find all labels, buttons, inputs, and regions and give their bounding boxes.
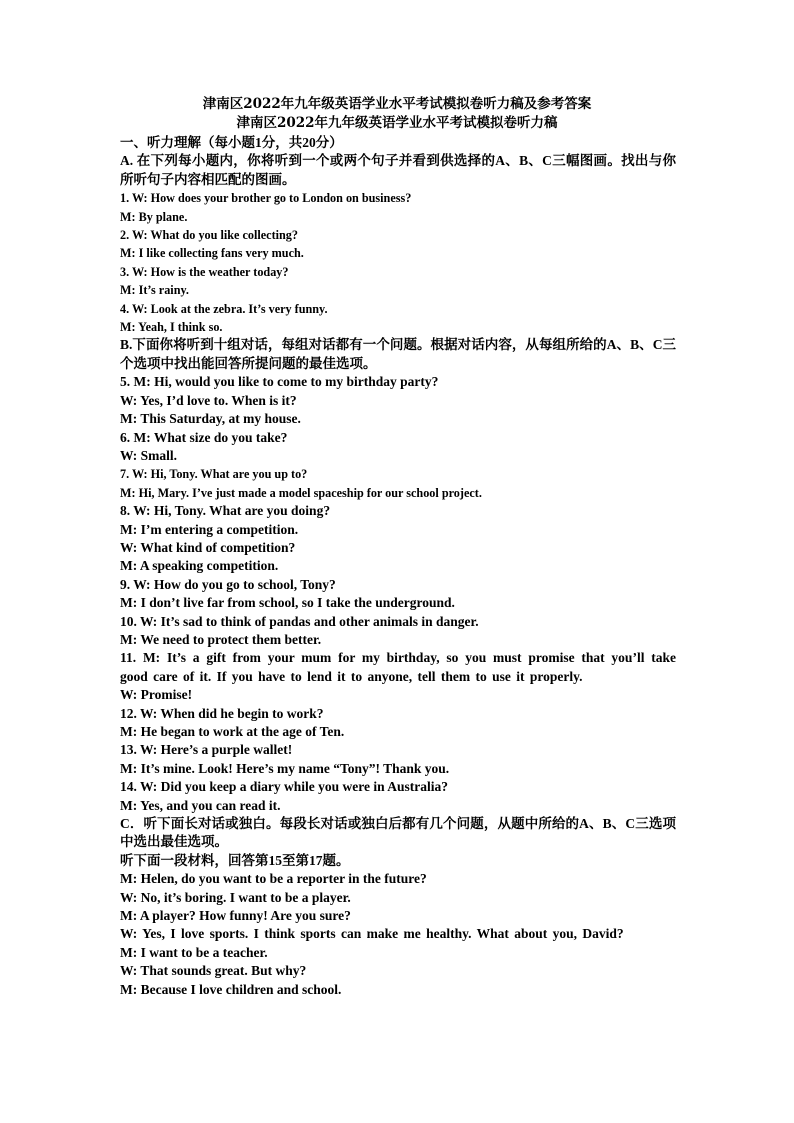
dialogue-line: M: I’m entering a competition. (120, 521, 299, 537)
dialogue-line: 7. W: Hi, Tony. What are you up to? (120, 467, 308, 482)
dialogue-line: 4. W: Look at the zebra. It’s very funny. (120, 301, 328, 316)
dialogue-line: M: Yes, and you can read it. (120, 797, 281, 813)
dialogue-line: M: By plane. (120, 209, 188, 224)
section-heading: 一、听力理解（每小题1分，共20分） (120, 135, 343, 150)
part-c-intro: 听下面一段材料，回答第15至第17题。 (120, 852, 350, 868)
dialogue-line: M: He began to work at the age of Ten. (120, 724, 345, 739)
dialogue-line: M: I like collecting fans very much. (120, 246, 304, 261)
dialogue-line: 10. W: It’s sad to think of pandas and other animals in danger. (120, 613, 479, 629)
part-c-instruction: C．听下面长对话或独白。每段长对话或独白后都有几个问题，从题中所给的A、B、C三选项中选出最佳选项。 (120, 816, 676, 850)
dialogue-line: 8. W: Hi, Tony. What are you doing? (120, 503, 331, 519)
dialogue-line: W: Promise! (120, 687, 193, 703)
dialogue-line: M: I don’t live far from school, so I take the underground. (120, 595, 455, 611)
dialogue-line: 14. W: Did you keep a diary while you were in Australia? (120, 779, 449, 795)
dialogue-line: M: We need to protect them better. (120, 631, 322, 647)
dialogue-line: M: Helen, do you want to be a reporter in the future? (120, 871, 427, 887)
dialogue-line: W: Yes, I’d love to. When is it? (120, 392, 297, 408)
dialogue-line: 3. W: How is the weather today? (120, 264, 289, 279)
dialogue-line: W: Small. (120, 447, 178, 463)
part-b-instruction: B.下面你将听到十组对话，每组对话都有一个问题。根据对话内容，从每组所给的A、B、C三个选项中找出能回答所提问题的最佳选项。 (120, 337, 676, 371)
dialogue-line: 2. W: What do you like collecting? (120, 228, 298, 243)
dialogue-line: M: A player? How funny! Are you sure? (120, 908, 351, 924)
dialogue-line: 12. W: When did he begin to work? (120, 705, 324, 721)
dialogue-line: M: I want to be a teacher. (120, 944, 268, 960)
document-subtitle: 津南区2022年九年级英语学业水平考试模拟卷听力稿 (236, 115, 558, 131)
dialogue-line: W: No, it’s boring. I want to be a player. (120, 889, 351, 905)
dialogue-line: M: Yeah, I think so. (120, 320, 223, 335)
dialogue-line: 5. M: Hi, would you like to come to my birthday party? (120, 374, 439, 390)
transcript-body (120, 134, 676, 999)
dialogue-line: W: Yes, I love sports. I think sports can make me healthy. What about you, David? (120, 926, 624, 942)
dialogue-line: 13. W: Here’s a purple wallet! (120, 742, 293, 758)
dialogue-line: 6. M: What size do you take? (120, 429, 288, 445)
dialogue-line: 11. M: It’s a gift from your mum for my birthday, so you must promise that you’ll take good care of it. If you have to lend it to anyone, tell them to use it properly. (120, 650, 676, 684)
document-title: 津南区2022年九年级英语学业水平考试模拟卷听力稿及参考答案 (202, 96, 592, 112)
part-a-instruction: A. 在下列每小题内，你将听到一个或两个句子并看到供选择的A、B、C三幅图画。找出与你所听句子内容相匹配的图画。 (120, 153, 676, 187)
dialogue-line: W: What kind of competition? (120, 539, 296, 555)
dialogue-line: M: Hi, Mary. I’ve just made a model spaceship for our school project. (120, 485, 482, 500)
dialogue-line: M: It’s mine. Look! Here’s my name “Tony”! Thank you. (120, 760, 450, 776)
dialogue-line: 9. W: How do you go to school, Tony? (120, 576, 336, 592)
dialogue-line: 1. W: How does your brother go to London on business? (120, 191, 412, 206)
dialogue-line: M: It’s rainy. (120, 283, 189, 298)
dialogue-line: M: This Saturday, at my house. (120, 411, 301, 427)
dialogue-line: M: Because I love children and school. (120, 981, 342, 997)
dialogue-line: M: A speaking competition. (120, 558, 279, 574)
dialogue-line: W: That sounds great. But why? (120, 963, 307, 979)
